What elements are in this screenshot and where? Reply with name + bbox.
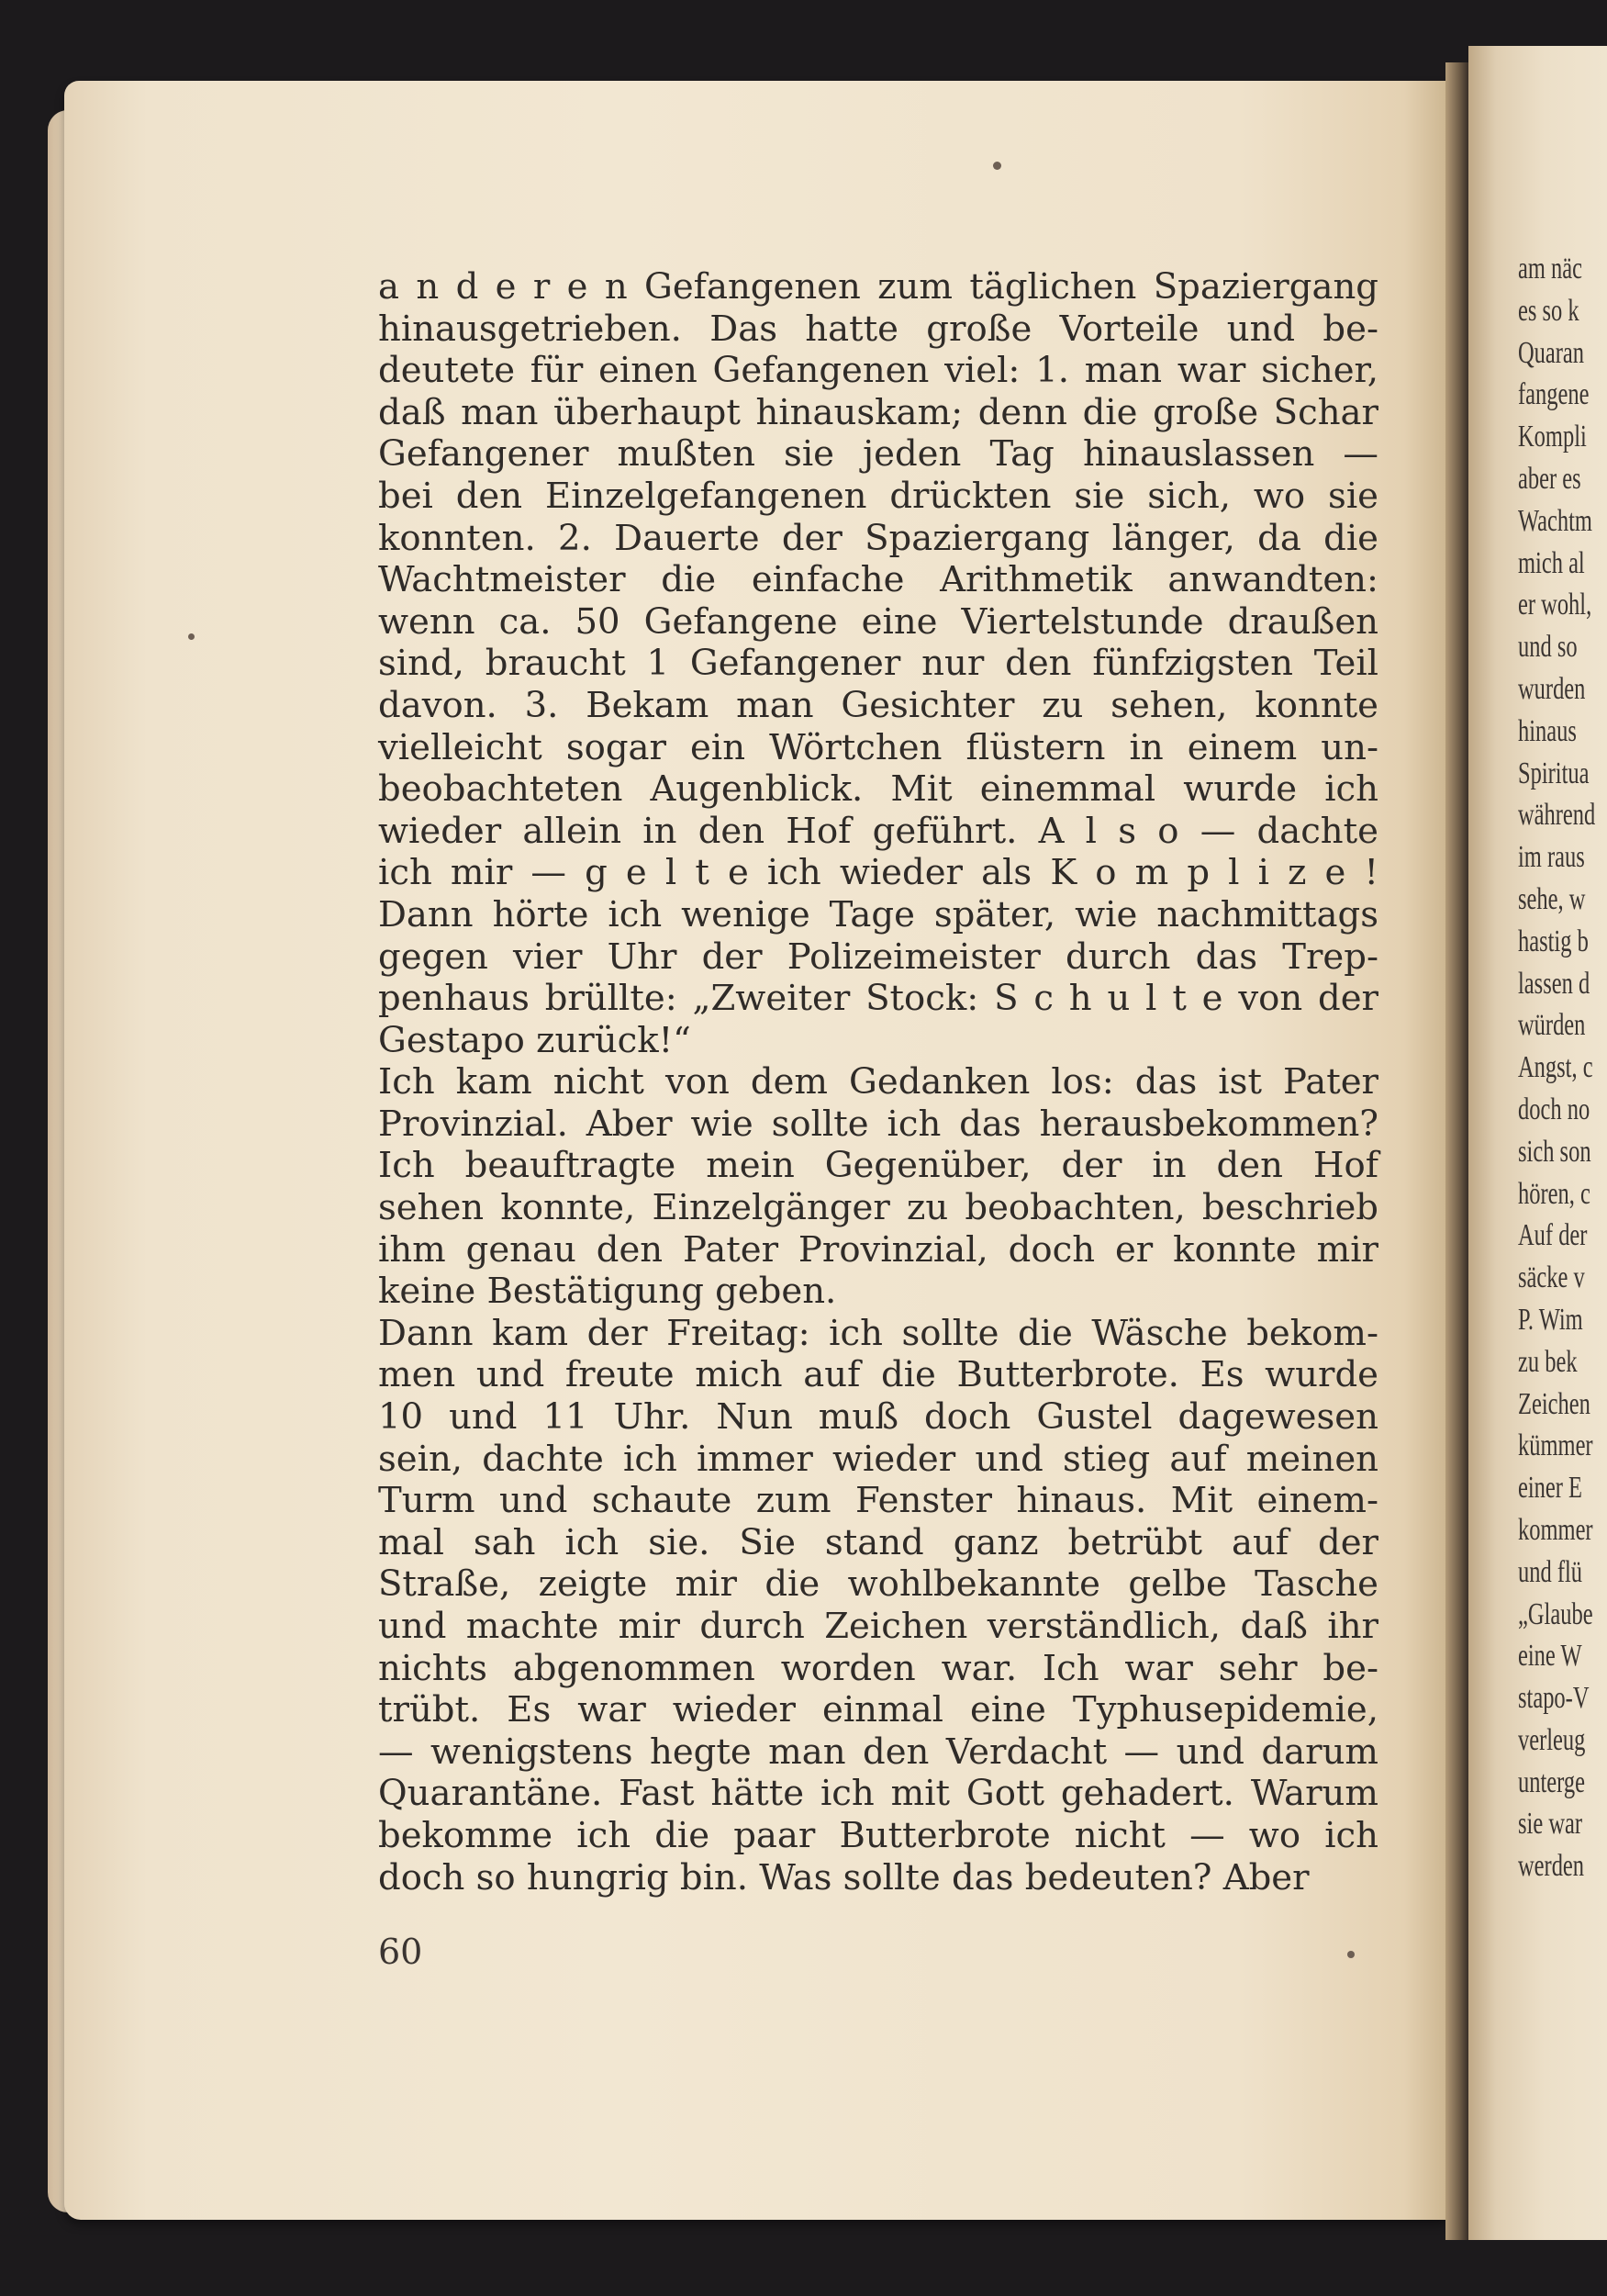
right-page-line: und so: [1518, 630, 1578, 665]
right-page-line: fangene: [1518, 377, 1590, 412]
text-line: hinausgetrieben. Das hatte große Vorteile und be-: [378, 308, 1378, 350]
text-line: Dann kam der Freitag: ich sollte die Wäsche bekom-: [378, 1312, 1378, 1354]
right-page-line: würden: [1518, 1008, 1586, 1043]
text-line: wieder allein in den Hof geführt. A l s o — dachte: [378, 810, 1378, 852]
right-page-line: Zeichen: [1518, 1386, 1590, 1421]
text-line: sind, braucht 1 Gefangener nur den fünfzigsten Teil: [378, 643, 1378, 685]
right-page-line: es so k: [1518, 293, 1579, 328]
text-line: mal sah ich sie. Sie stand ganz betrübt auf der: [378, 1521, 1378, 1563]
text-line: 10 und 11 Uhr. Nun muß doch Gustel dagewesen: [378, 1396, 1378, 1439]
paper-speck: [993, 162, 1001, 170]
right-page-line: am näc: [1518, 252, 1582, 286]
right-page-line: und flü: [1518, 1554, 1583, 1589]
right-page-line: stapo-V: [1518, 1681, 1590, 1716]
text-line: Provinzial. Aber wie sollte ich das herausbekommen?: [378, 1103, 1378, 1145]
paper-speck: [188, 633, 195, 640]
right-page-line: Angst, c: [1518, 1050, 1593, 1085]
text-line: — wenigstens hegte man den Verdacht — und darum: [378, 1730, 1378, 1773]
text-line: Ich kam nicht von dem Gedanken los: das ist Pater: [378, 1061, 1378, 1103]
text-line: Gestapo zurück!“: [378, 1019, 691, 1061]
text-line: gegen vier Uhr der Polizeimeister durch das Trep-: [378, 935, 1378, 978]
text-line: Ich beauftragte mein Gegenüber, der in den Hof: [378, 1145, 1378, 1187]
text-line: trübt. Es war wieder einmal eine Typhusepidemie,: [378, 1689, 1378, 1731]
right-page-line: wurden: [1518, 671, 1586, 706]
paper-speck: [1347, 1951, 1355, 1958]
right-page-line: er wohl,: [1518, 588, 1592, 622]
right-page-line: im raus: [1518, 840, 1585, 875]
page-number: 60: [378, 1932, 423, 1972]
text-line: a n d e r e n Gefangenen zum täglichen Spaziergang: [378, 266, 1378, 308]
text-line: Quarantäne. Fast hätte ich mit Gott gehadert. Warum: [378, 1773, 1378, 1815]
text-line: vielleicht sogar ein Wörtchen flüstern in einem un-: [378, 726, 1378, 768]
right-page-line: säcke v: [1518, 1260, 1585, 1295]
right-page-line: Spiritua: [1518, 756, 1590, 790]
text-line: deutete für einen Gefangenen viel: 1. man war sicher,: [378, 350, 1378, 392]
right-page-line: zu bek: [1518, 1344, 1578, 1379]
right-page-line: einer E: [1518, 1471, 1582, 1506]
right-page-line: doch no: [1518, 1092, 1590, 1126]
right-page-line: hören, c: [1518, 1176, 1590, 1211]
text-line: men und freute mich auf die Butterbrote. Es wurde: [378, 1354, 1378, 1396]
text-line: bekomme ich die paar Butterbrote nicht — wo ich: [378, 1814, 1378, 1856]
right-page-line: Wachtm: [1518, 503, 1592, 538]
text-line: Dann hörte ich wenige Tage später, wie nachmittags: [378, 893, 1378, 935]
text-line: ich mir — g e l t e ich wieder als K o m p l i z e !: [378, 852, 1378, 894]
text-line: wenn ca. 50 Gefangene eine Viertelstunde draußen: [378, 600, 1378, 643]
text-line: beobachteten Augenblick. Mit einemmal wurde ich: [378, 768, 1378, 811]
right-page-line: unterge: [1518, 1764, 1585, 1799]
right-page-line: hinaus: [1518, 713, 1577, 748]
text-line: konnten. 2. Dauerte der Spaziergang länger, da die: [378, 517, 1378, 559]
right-page-line: Quaran: [1518, 335, 1585, 370]
right-page-line: P. Wim: [1518, 1302, 1583, 1337]
right-page-line: Auf der: [1518, 1218, 1588, 1253]
text-line: penhaus brüllte: „Zweiter Stock: S c h u l t e von der: [378, 978, 1378, 1020]
right-page-line: hastig b: [1518, 924, 1589, 958]
right-page-line: verleug: [1518, 1722, 1586, 1757]
text-line: bei den Einzelgefangenen drückten sie sich, wo sie: [378, 475, 1378, 517]
text-line: doch so hungrig bin. Was sollte das bedeuten? Aber: [378, 1856, 1310, 1898]
right-page-line: eine W: [1518, 1639, 1582, 1674]
text-line: sehen konnte, Einzelgänger zu beobachten, beschrieb: [378, 1187, 1378, 1229]
text-line: davon. 3. Bekam man Gesichter zu sehen, konnte: [378, 684, 1378, 726]
right-page-line: kümmer: [1518, 1428, 1593, 1463]
right-page-line: lassen d: [1518, 966, 1590, 1001]
text-line: sein, dachte ich immer wieder und stieg auf meinen: [378, 1438, 1378, 1480]
right-page-partial-text: [1518, 248, 1595, 1887]
right-page-line: mich al: [1518, 545, 1585, 580]
right-page-line: „Glaube: [1518, 1596, 1593, 1631]
right-page-line: während: [1518, 798, 1596, 833]
right-page-line: aber es: [1518, 461, 1581, 496]
text-line: ihm genau den Pater Provinzial, doch er konnte mir: [378, 1228, 1378, 1271]
text-line: Straße, zeigte mir die wohlbekannte gelbe Tasche: [378, 1563, 1378, 1606]
right-page-line: sehe, w: [1518, 881, 1586, 916]
left-page-body-text: [378, 266, 1378, 1898]
right-page-line: sie war: [1518, 1807, 1583, 1842]
text-line: und machte mir durch Zeichen verständlich, daß ihr: [378, 1606, 1378, 1647]
text-line: Wachtmeister die einfache Arithmetik anwandten:: [378, 559, 1378, 601]
text-line: keine Bestätigung geben.: [378, 1271, 837, 1313]
right-page-line: kommer: [1518, 1512, 1593, 1547]
text-line: nichts abgenommen worden war. Ich war sehr be-: [378, 1647, 1378, 1689]
right-page-line: sich son: [1518, 1134, 1591, 1169]
right-page-line: werden: [1518, 1849, 1585, 1884]
text-line: Gefangener mußten sie jeden Tag hinauslassen —: [378, 433, 1378, 476]
text-line: Turm und schaute zum Fenster hinaus. Mit einem-: [378, 1480, 1378, 1522]
text-line: daß man überhaupt hinauskam; denn die große Schar: [378, 391, 1378, 433]
right-page-line: Kompli: [1518, 420, 1587, 454]
